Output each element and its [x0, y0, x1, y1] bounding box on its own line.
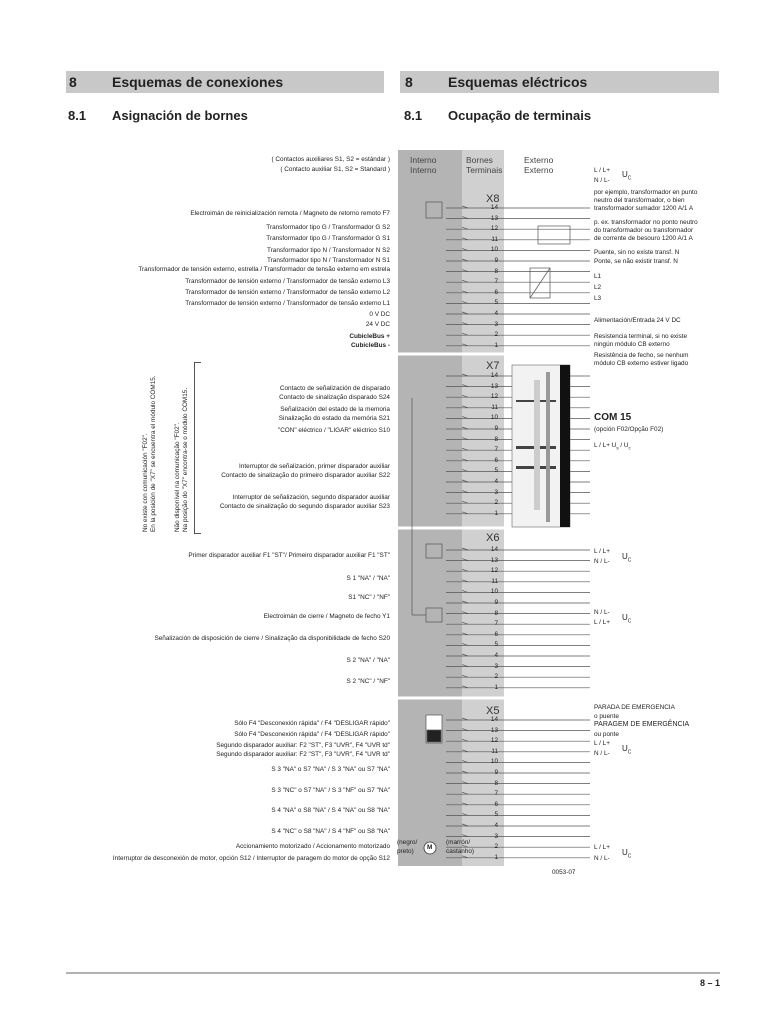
label-s22-es: Interruptor de señalización, primer disparador auxiliar — [239, 463, 390, 470]
terminal-number: 2 — [494, 673, 498, 681]
label-cubiclebus-minus: CubicleBus - — [350, 342, 390, 349]
terminal-number: 1 — [494, 341, 498, 349]
terminal-number: 9 — [494, 425, 498, 432]
terminal-number: 13 — [490, 382, 498, 390]
terminal-number: 7 — [494, 620, 498, 628]
supply-24vdc: Alimentación/Entrada 24 V DC — [594, 317, 681, 324]
terminal-number: 3 — [494, 320, 498, 328]
block-name-x6: X6 — [486, 532, 500, 544]
terminal-number: 5 — [494, 641, 498, 649]
com15-module — [512, 365, 570, 527]
emergency-pt: PARAGEM DE EMERGÊNCIA — [594, 721, 690, 728]
x5-l-plus-1: L / L+ — [594, 740, 610, 747]
terminal-number: 8 — [494, 779, 498, 787]
subsection-title-pt: Ocupação de terminais — [448, 108, 592, 123]
terminal-number: 10 — [490, 414, 498, 422]
label-s20: Señalización de disposición de cierre / Sinalização da disponibilidade de fecho S20 — [154, 635, 390, 642]
label-s24-es: Contacto de señalización de disparado — [279, 385, 390, 392]
terminal-number: 13 — [490, 556, 498, 564]
note-no-f02-pt: Não disponível na comunicação "F02". — [174, 422, 181, 532]
transf-es-2: neutro del transformador, o bien — [594, 197, 685, 204]
x6-uc-1: $U_C$ — [622, 552, 632, 564]
label-s4-na: S 4 "NA" o S8 "NA" / S 4 "NA" ou S8 "NA" — [271, 807, 390, 814]
com15-supply: $L / L+ U_s / U_c$ — [594, 442, 631, 451]
terminal-number: 1 — [494, 853, 498, 861]
bridge-pt-x5: ou ponte — [594, 731, 619, 738]
transf-pt-2: do transformador ou transformador — [594, 227, 694, 234]
column-external-pt: Externo — [524, 165, 554, 175]
terminal-number: 2 — [494, 499, 498, 507]
label-s1-nc: S1 "NC" / "NF" — [348, 594, 390, 601]
label-s21-es: Señalización del estado de la memoria — [280, 406, 390, 413]
terminal-number: 3 — [494, 832, 498, 840]
terminal-number: 14 — [490, 546, 498, 553]
label-s1-na: S 1 "NA" / "NA" — [346, 575, 390, 582]
x5-n-minus-2: N / L- — [594, 855, 610, 862]
terminal-number: 8 — [494, 435, 498, 443]
label-star: Transformador de tensión externo, estrella / Transformador de tensão externo em estrela — [138, 266, 390, 273]
terminal-number: 3 — [494, 488, 498, 496]
subsection-number-pt: 8.1 — [404, 108, 423, 123]
terminal-number: 7 — [494, 278, 498, 286]
label-0vdc: 0 V DC — [369, 311, 390, 318]
resist-es-1: Resistencia terminal, si no existe — [594, 333, 688, 340]
x6-uc-2: $U_C$ — [622, 613, 632, 625]
label-s4-nc: S 4 "NC" o S8 "NA" / S 4 "NF" ou S8 "NA" — [271, 828, 390, 835]
transf-es-3: transformador sumador 1200 A/1 A — [594, 205, 694, 212]
terminal-number: 11 — [491, 235, 498, 243]
x6-n-minus-2: N / L- — [594, 609, 610, 616]
label-f4-es: Sólo F4 "Desconexión rápida" / F4 "DESLIGAR rápido" — [234, 720, 390, 727]
terminal-number: 9 — [494, 769, 498, 776]
motor-label: M — [427, 844, 433, 851]
x5-l-plus-2: L / L+ — [594, 844, 610, 851]
x8-uc: $U_C$ — [622, 170, 632, 182]
page-number: 8 – 1 — [699, 978, 720, 988]
note-bracket — [194, 362, 201, 534]
terminal-number: 6 — [494, 456, 498, 464]
label-24vdc: 24 V DC — [365, 321, 390, 328]
terminal-number: 7 — [494, 790, 498, 798]
label-s23-pt: Contacto de sinalização do segundo disparador auxiliar S23 — [219, 503, 390, 510]
terminal-number: 8 — [494, 609, 498, 617]
terminal-number: 6 — [494, 800, 498, 808]
x5-uc-2: $U_C$ — [622, 848, 632, 860]
resist-es-2: ningún módulo CB externo — [594, 341, 670, 348]
phase-l1: L1 — [594, 273, 602, 280]
terminal-number: 14 — [490, 372, 498, 379]
column-internal-pt: Interno — [410, 165, 437, 175]
phase-l3: L3 — [594, 295, 602, 302]
subsection-title-es: Asignación de bornes — [112, 108, 248, 123]
terminal-number: 5 — [494, 811, 498, 819]
terminal-number: 6 — [494, 288, 498, 296]
section-title-pt: Esquemas eléctricos — [448, 74, 588, 90]
section-title-es: Esquemas de conexiones — [112, 74, 284, 90]
label-second-aux-es: Segundo disparador auxiliar: F2 "ST", F3 "UVR", F4 "UVR td" — [216, 742, 390, 749]
wire-color-brown-pt: castanho) — [446, 848, 475, 855]
terminal-number: 6 — [494, 630, 498, 638]
terminal-number: 2 — [494, 843, 498, 851]
figure-code: 0053-07 — [552, 869, 576, 876]
wire-color-black-pt: preto) — [397, 848, 414, 855]
label-s21-pt: Sinalização do estado da memória S21 — [278, 415, 390, 422]
label-aux-contacts-pt: ( Contacto auxiliar S1, S2 = Standard ) — [280, 166, 390, 173]
terminal-number: 13 — [490, 214, 498, 222]
terminal-number: 11 — [491, 747, 498, 755]
x8-n-minus: N / L- — [594, 177, 610, 184]
label-l2: Transformador de tensión externo / Transformador de tensão externo L2 — [185, 289, 390, 296]
terminal-number: 1 — [494, 683, 498, 691]
terminal-number: 4 — [494, 478, 498, 485]
terminal-number: 9 — [494, 257, 498, 264]
label-f7: Electroimán de reinicialización remota / Magneto de retorno remoto F7 — [190, 210, 390, 217]
label-s3-nc: S 3 "NC" o S7 "NA" / S 3 "NF" ou S7 "NA" — [271, 787, 390, 794]
note-no-f02-es: No existe con comunicación "F02". — [142, 433, 149, 532]
com15-option: (opción F02/Opção F02) — [594, 426, 664, 433]
block-name-x7: X7 — [486, 360, 500, 372]
x8-l-plus: L / L+ — [594, 167, 610, 174]
transf-pt-3: de corrente de besouro 1200 A/1 A — [594, 235, 693, 242]
label-n-s1: Transformador tipo N / Transformador N S1 — [266, 257, 390, 264]
terminal-number: 12 — [490, 567, 498, 575]
label-s10: "CON" eléctrico / "LIGAR" eléctrico S10 — [277, 427, 390, 434]
terminal-number: 5 — [494, 299, 498, 307]
wire-color-brown-es: (marrón/ — [446, 839, 471, 846]
column-external-es: Externo — [524, 155, 554, 165]
x6-n-minus-1: N / L- — [594, 558, 610, 565]
terminal-number: 10 — [490, 588, 498, 596]
label-cubiclebus-plus: CubicleBus + — [349, 333, 390, 340]
label-f1: Primer disparador auxiliar F1 "ST"/ Primeiro disparador auxiliar F1 "ST" — [188, 552, 390, 559]
label-n-s2: Transformador tipo N / Transformador N S2 — [266, 247, 390, 254]
label-s3-na: S 3 "NA" o S7 "NA" / S 3 "NA" ou S7 "NA" — [271, 766, 390, 773]
terminal-number: 11 — [491, 577, 498, 585]
terminal-number: 7 — [494, 446, 498, 454]
section-number-pt: 8 — [405, 74, 413, 90]
label-g-s2: Transformador tipo G / Transformador G S2 — [266, 224, 390, 231]
bridge-es: Puente, sin no existe transf. N — [594, 249, 680, 256]
note-com15-es: En la posición de "X7" se encuentra el módulo COM15. — [150, 375, 157, 532]
label-s2-nc: S 2 "NC" / "NF" — [346, 678, 390, 685]
terminal-number: 5 — [494, 467, 498, 475]
phase-l2: L2 — [594, 284, 602, 291]
bridge-pt: Ponte, se não existir transf. N — [594, 258, 678, 265]
transf-pt-1: p. ex. transformador no ponto neutro — [594, 219, 698, 226]
bridge-es-x5: o puente — [594, 713, 619, 720]
label-l3: Transformador de tensión externo / Transformador de tensão externo L3 — [185, 278, 390, 285]
x5-n-minus-1: N / L- — [594, 750, 610, 757]
column-terminals-pt: Terminais — [466, 165, 503, 175]
label-l1: Transformador de tensión externo / Transformador de tensão externo L1 — [185, 300, 390, 307]
terminal-number: 8 — [494, 267, 498, 275]
label-s23-es: Interruptor de señalización, segundo disparador auxiliar — [232, 494, 390, 501]
label-second-aux-pt: Segundo disparador auxiliar: F2 "ST", F3 "UVR", F4 "UVR td" — [216, 751, 390, 758]
column-terminals-es: Bornes — [466, 155, 493, 165]
terminal-number: 4 — [494, 310, 498, 317]
resist-pt-2: módulo CB externo estiver ligado — [594, 360, 689, 367]
label-motor-drive: Accionamiento motorizado / Accionamento motorizado — [235, 843, 390, 850]
terminal-number: 11 — [491, 403, 498, 411]
label-y1: Electroimán de cierre / Magneto de fecho Y1 — [263, 613, 390, 620]
terminal-number: 3 — [494, 662, 498, 670]
terminal-number: 9 — [494, 599, 498, 606]
x6-l-plus-1: L / L+ — [594, 548, 610, 555]
resist-pt-1: Resistência de fecho, se nenhum — [594, 352, 689, 359]
label-aux-contacts-es: ( Contactos auxiliares S1, S2 = estándar ) — [271, 156, 390, 163]
label-s22-pt: Contacto de sinalização do primeiro disparador auxiliar S22 — [221, 472, 390, 479]
terminal-number: 12 — [490, 393, 498, 401]
terminal-number: 14 — [490, 716, 498, 723]
label-s12: Interruptor de desconexión de motor, opción S12 / Interruptor de paragem do motor de opção S12 — [112, 855, 390, 862]
emergency-es: PARADA DE EMERGENCIA — [594, 704, 675, 711]
terminal-number: 2 — [494, 331, 498, 339]
wire-color-black-es: (negro/ — [397, 839, 418, 846]
x6-l-plus-2: L / L+ — [594, 619, 610, 626]
x5-uc-1: $U_C$ — [622, 744, 632, 756]
terminal-number: 12 — [490, 225, 498, 233]
block-name-x8: X8 — [486, 193, 500, 205]
terminal-number: 14 — [490, 204, 498, 211]
internal-strip — [398, 150, 462, 866]
column-internal-es: Interno — [410, 155, 437, 165]
terminal-number: 10 — [490, 758, 498, 766]
terminal-number: 1 — [494, 509, 498, 517]
block-name-x5: X5 — [486, 705, 500, 717]
transf-es-1: por ejemplo, transformador en punto — [594, 189, 698, 196]
terminal-number: 12 — [490, 737, 498, 745]
label-f4-pt: Sólo F4 "Desconexión rápida" / F4 "DESLIGAR rápido" — [234, 731, 390, 738]
note-com15-pt: Na posição do "X7" encontra-se o módulo COM15. — [182, 387, 189, 532]
label-s2-na: S 2 "NA" / "NA" — [346, 657, 390, 664]
label-s24-pt: Contacto de sinalização disparado S24 — [279, 394, 390, 401]
terminal-number: 4 — [494, 652, 498, 659]
section-number-es: 8 — [69, 74, 77, 90]
terminal-number: 4 — [494, 822, 498, 829]
label-g-s1: Transformador tipo G / Transformador G S1 — [266, 235, 390, 242]
subsection-number-es: 8.1 — [68, 108, 87, 123]
terminal-number: 13 — [490, 726, 498, 734]
terminal-number: 10 — [490, 246, 498, 254]
com15-title: COM 15 — [594, 412, 632, 423]
